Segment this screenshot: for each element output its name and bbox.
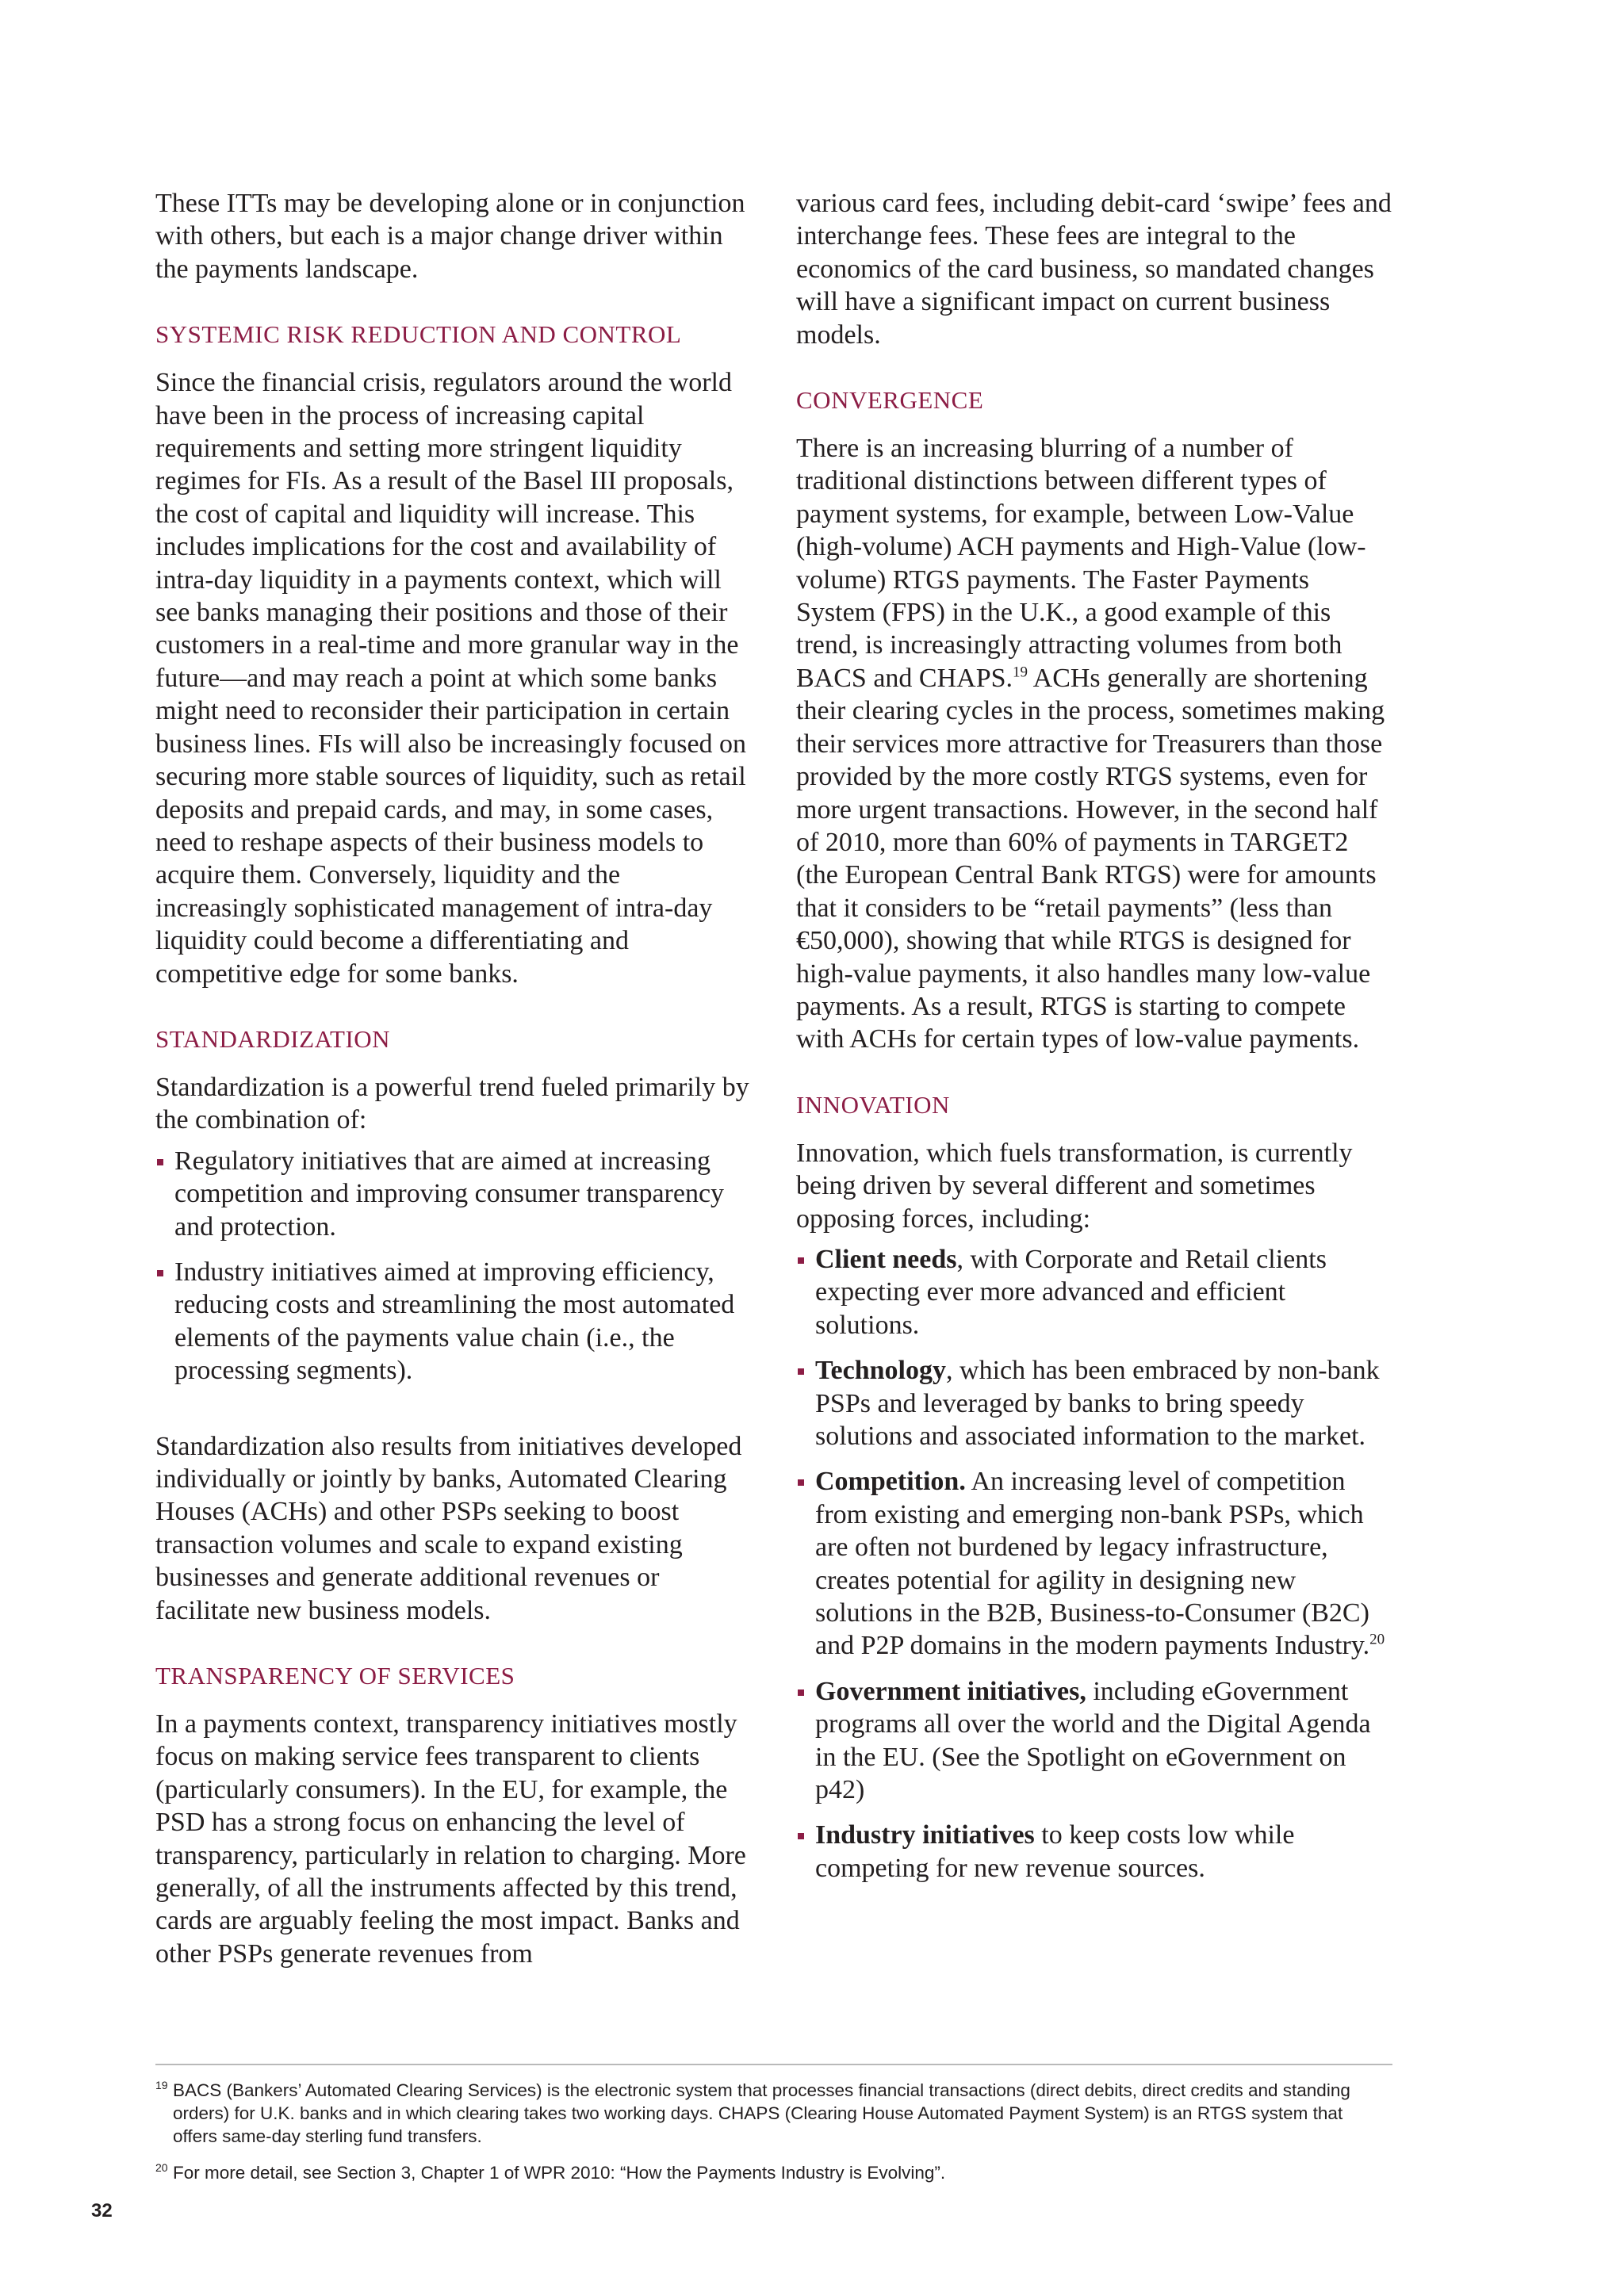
bullet-text: including eGovernment programs all over the world and the Digital Agenda in the EU. (See the Spotlight on eGovernment on p42)	[815, 1676, 1371, 1805]
bullet-lead: Client needs	[815, 1244, 957, 1274]
footnote-19	[155, 2079, 1385, 2148]
innovation-intro: Innovation, which fuels transformation, is currently being driven by several different and sometimes opposing forces, including:	[796, 1138, 1353, 1234]
list-item	[796, 1675, 1392, 1807]
list-item	[796, 1243, 1392, 1341]
transparency-paragraph: In a payments context, transparency initiatives mostly focus on making service fees transparent to clients (particularly consumers). In the EU, for example, the PSD has a strong focus on enhancing the level of transparency, particularly in relation to charging. More generally, of all the instruments affected by this trend, cards are arguably feeling the most impact. Banks and other PSPs generate revenues from	[155, 1709, 746, 1969]
bullet-text: , which has been embraced by non-bank PSPs and leveraged by banks to bring speedy solutions and associated information to the market.	[815, 1356, 1380, 1451]
bullet-text: An increasing level of competition from existing and emerging non-bank PSPs, which are often not burdened by legacy infrastructure, creates potential for agility in designing new solutions in the B2B, Business-to-Consumer (B2C) and P2P domains in the modern payments Industry.	[815, 1467, 1370, 1661]
bullet-lead: Industry initiatives	[815, 1820, 1035, 1850]
convergence-text-2: ACHs generally are shortening their clearing cycles in the process, sometimes making their services more attractive for Treasurers than those provided by the more costly RTGS systems, even for more urgent transactions. However, in the second half of 2010, more than 60% of payments in TARGET2 (the European Central Bank RTGS) were for amounts that it considers to be “retail payments” (less than €50,000), showing that while RTGS is designed for high-value payments, it also handles many low-value payments. As a result, RTGS is starting to compete with ACHs for certain types of low-value payments.	[796, 663, 1385, 1054]
list-item	[796, 1354, 1392, 1452]
heading-standardization: STANDARDIZATION	[155, 1024, 391, 1053]
standardization-intro: Standardization is a powerful trend fueled primarily by the combination of:	[155, 1072, 749, 1135]
page-number: 32	[91, 2200, 113, 2221]
bullet-lead: Government initiatives,	[815, 1676, 1086, 1706]
right-column	[796, 187, 1392, 1885]
list-item	[796, 1465, 1392, 1662]
list-item: Regulatory initiatives that are aimed at increasing competition and improving consumer transparency and protection.	[155, 1145, 752, 1243]
heading-innovation: INNOVATION	[796, 1090, 950, 1119]
footnote-text: BACS (Bankers’ Automated Clearing Services) is the electronic system that processes financial transactions (direct debits, direct credits and standing orders) for U.K. banks and in which clearing takes two working days. CHAPS (Clearing House Automated Payment System) is an RTGS system that offers same-day sterling fund transfers.	[173, 2080, 1350, 2146]
convergence-paragraph	[796, 432, 1392, 1056]
standardization-list	[155, 1145, 752, 1387]
list-item	[796, 1819, 1392, 1885]
systemic-risk-paragraph: Since the financial crisis, regulators around the world have been in the process of increasing capital requirements and setting more stringent liquidity regimes for FIs. As a result of the Basel III proposals, the cost of capital and liquidity will increase. This includes implications for the cost and availability of intra-day liquidity in a payments context, which will see banks managing their positions and those of their customers in a real-time and more granular way in the future—and may reach a point at which some banks might need to reconsider their participation in certain business lines. FIs will also be increasingly focused on securing more stable sources of liquidity, such as retail deposits and prepaid cards, and may, in some cases, need to reshape aspects of their business models to acquire them. Conversely, liquidity and the increasingly sophisticated management of intra-day liquidity could become a differentiating and competitive edge for some banks.	[155, 368, 747, 989]
footnote-ref-20[interactable]: 20	[1369, 1632, 1385, 1649]
heading-systemic-risk: SYSTEMIC RISK REDUCTION AND CONTROL	[155, 320, 682, 349]
continuation-paragraph: various card fees, including debit-card ‘swipe’ fees and interchange fees. These fees are integral to the economics of the card business, so mandated changes will have a significant impact on current business models.	[796, 189, 1392, 350]
footnote-divider	[155, 2064, 1392, 2065]
bullet-text: to keep costs low while competing for new revenue sources.	[815, 1820, 1295, 1883]
heading-transparency: TRANSPARENCY OF SERVICES	[155, 1662, 515, 1690]
footnote-text: For more detail, see Section 3, Chapter 1 of WPR 2010: “How the Payments Industry is Evolving”.	[173, 2163, 946, 2183]
convergence-text-1: There is an increasing blurring of a number of traditional distinctions between different types of payment systems, for example, between Low-Value (high-volume) ACH payments and High-Value (low-volume) RTGS payments. The Faster Payments System (FPS) in the U.K., a good example of this trend, is increasingly attracting volumes from both BACS and CHAPS.	[796, 434, 1366, 693]
heading-convergence: CONVERGENCE	[796, 386, 984, 415]
footnote-number: 19	[155, 2079, 168, 2091]
footnote-20	[155, 2161, 1385, 2184]
standardization-paragraph: Standardization also results from initiatives developed individually or jointly by banks, Automated Clearing Houses (ACHs) and other PSPs seeking to boost transaction volumes and scale to expand existing businesses and generate additional revenues or facilitate new business models.	[155, 1431, 742, 1625]
list-item: Industry initiatives aimed at improving efficiency, reducing costs and streamlining the most automated elements of the payments value chain (i.e., the processing segments).	[155, 1256, 752, 1387]
innovation-list	[796, 1243, 1392, 1885]
bullet-lead: Competition.	[815, 1467, 966, 1497]
intro-paragraph: These ITTs may be developing alone or in conjunction with others, but each is a major change driver within the payments landscape.	[155, 189, 745, 284]
left-column	[155, 187, 752, 1970]
footnote-number: 20	[155, 2161, 168, 2174]
footnote-ref-19[interactable]: 19	[1013, 664, 1028, 681]
bullet-text: , with Corporate and Retail clients expecting ever more advanced and efficient solutions.	[815, 1244, 1327, 1340]
bullet-lead: Technology	[815, 1356, 947, 1386]
